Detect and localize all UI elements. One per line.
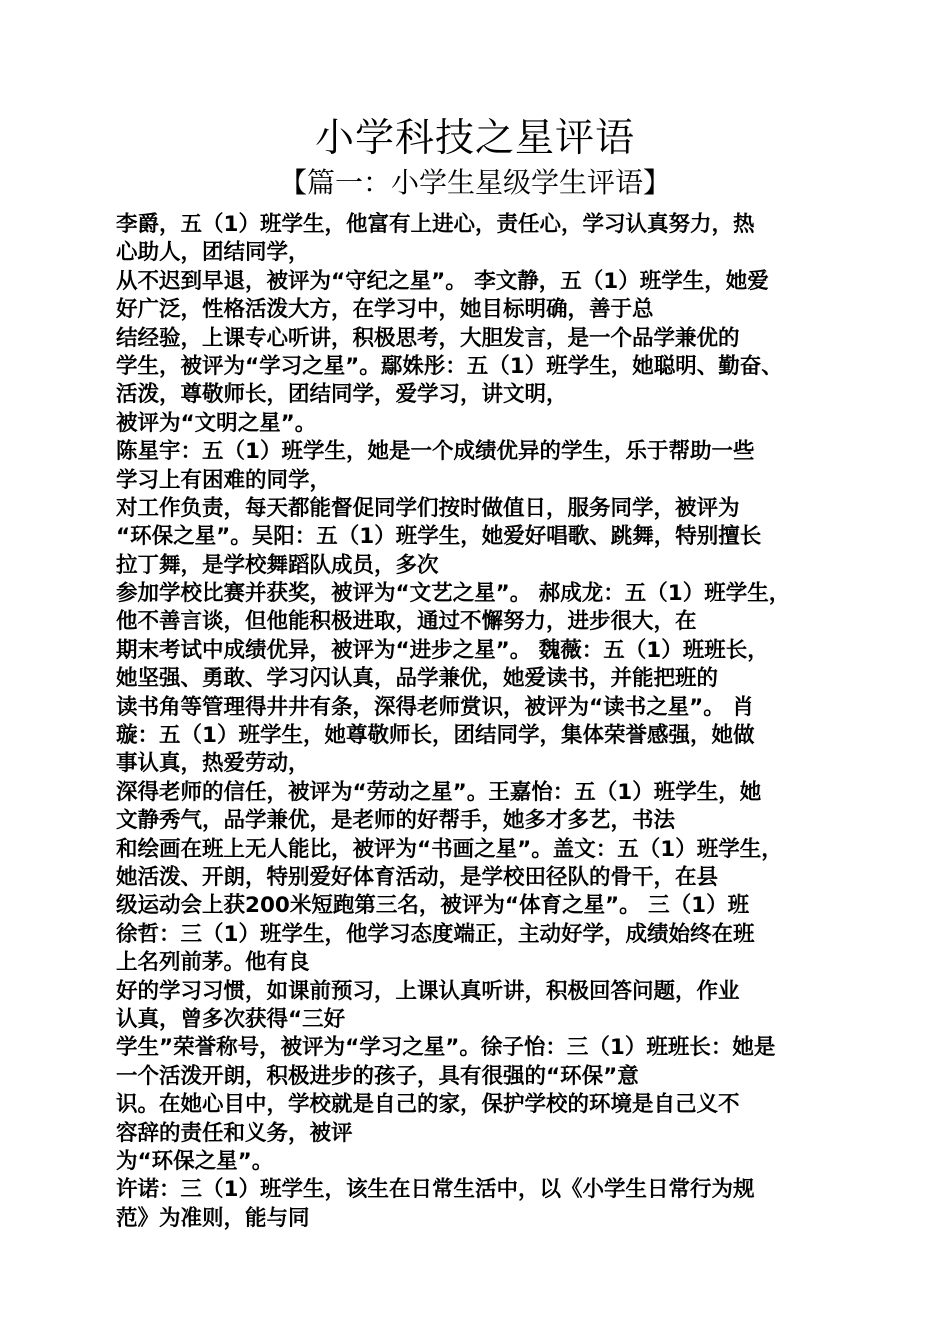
text-line: 好广泛，性格活泼大方，在学习中，她目标明确，善于总 [116,297,654,323]
text-line: 许诺：三（1）班学生，该生在日常生活中，以《小学生日常行为规 [116,1177,755,1203]
text-line: 她坚强、勇敢、学习闪认真，品学兼优，她爱读书，并能把班的 [116,666,719,692]
text-line: 事认真，热爱劳动， [116,751,310,777]
text-line: 结经验，上课专心听讲，积极思考，大胆发言，是一个品学兼优的 [116,325,740,351]
text-line: 她活泼、开朗，特别爱好体育活动，是学校田径队的骨干，在县 [116,864,719,890]
text-line: 读书角等管理得井井有条，深得老师赏识，被评为“读书之星”。 肖 [116,694,754,720]
text-line: 徐哲：三（1）班学生，他学习态度端正，主动好学，成绩始终在班 [116,921,755,947]
text-line: 一个活泼开朗，积极进步的孩子，具有很强的“环保”意 [116,1063,639,1089]
text-line: 文静秀气，品学兼优，是老师的好帮手，她多才多艺，书法 [116,808,676,834]
text-line: 被评为“文明之星”。 [116,410,317,436]
text-line: 范》为准则，能与同 [116,1205,310,1231]
text-line: “环保之星”。吴阳：五（1）班学生，她爱好唱歌、跳舞，特别擅长 [116,524,762,550]
body-text [116,211,856,1233]
text-line: 拉丁舞，是学校舞蹈队成员，多次 [116,552,439,578]
text-line: 深得老师的信任，被评为“劳动之星”。王嘉怡：五（1）班学生，她 [116,779,762,805]
text-line: 学生，被评为“学习之星”。鄢姝彤：五（1）班学生，她聪明、勤奋、 [116,353,783,379]
text-line: 期末考试中成绩优异，被评为“进步之星”。 魏薇：五（1）班班长， [116,637,769,663]
text-line: 李爵，五（1）班学生，他富有上进心，责任心，学习认真努力，热 [116,212,755,237]
text-line: 好的学习习惯，如课前预习，上课认真听讲，积极回答问题，作业 [116,978,740,1004]
text-line: 活泼，尊敬师长，团结同学，爱学习，讲文明， [116,382,568,408]
text-line: 学习上有困难的同学， [116,467,332,493]
text-line: 容辞的责任和义务，被评 [116,1120,353,1146]
text-line: 从不迟到早退，被评为“守纪之星”。 李文静，五（1）班学生，她爱 [116,268,769,294]
text-line: 识。在她心目中，学校就是自己的家，保护学校的环境是自己义不 [116,1092,740,1118]
text-line: 璇：五（1）班学生，她尊敬师长，团结同学，集体荣誉感强，她做 [116,723,755,749]
text-line: 他不善言谈，但他能积极进取，通过不懈努力，进步很大，在 [116,609,697,635]
text-line: 对工作负责，每天都能督促同学们按时做值日，服务同学，被评为 [116,495,740,521]
text-line: 认真，曾多次获得“三好 [116,1006,346,1032]
text-line: 上名列前茅。他有良 [116,950,310,976]
text-line: 陈星宇：五（1）班学生，她是一个成绩优异的学生，乐于帮助一些 [116,439,755,465]
page-title: 小学科技之星评语 [314,116,635,161]
section-heading: 【篇一：小学生星级学生评语】 [278,166,671,199]
text-line: 为“环保之星”。 [116,1148,274,1174]
text-line: 参加学校比赛并获奖，被评为“文艺之星”。 郝成龙：五（1）班学生， [116,581,791,607]
text-line: 心助人，团结同学， [116,240,310,266]
text-line: 学生”荣誉称号，被评为“学习之星”。徐子怡：三（1）班班长：她是 [116,1035,776,1061]
text-line: 级运动会上获200米短跑第三名，被评为“体育之星”。 三（1）班 [116,893,750,919]
text-line: 和绘画在班上无人能比，被评为“书画之星”。盖文：五（1）班学生， [116,836,783,862]
